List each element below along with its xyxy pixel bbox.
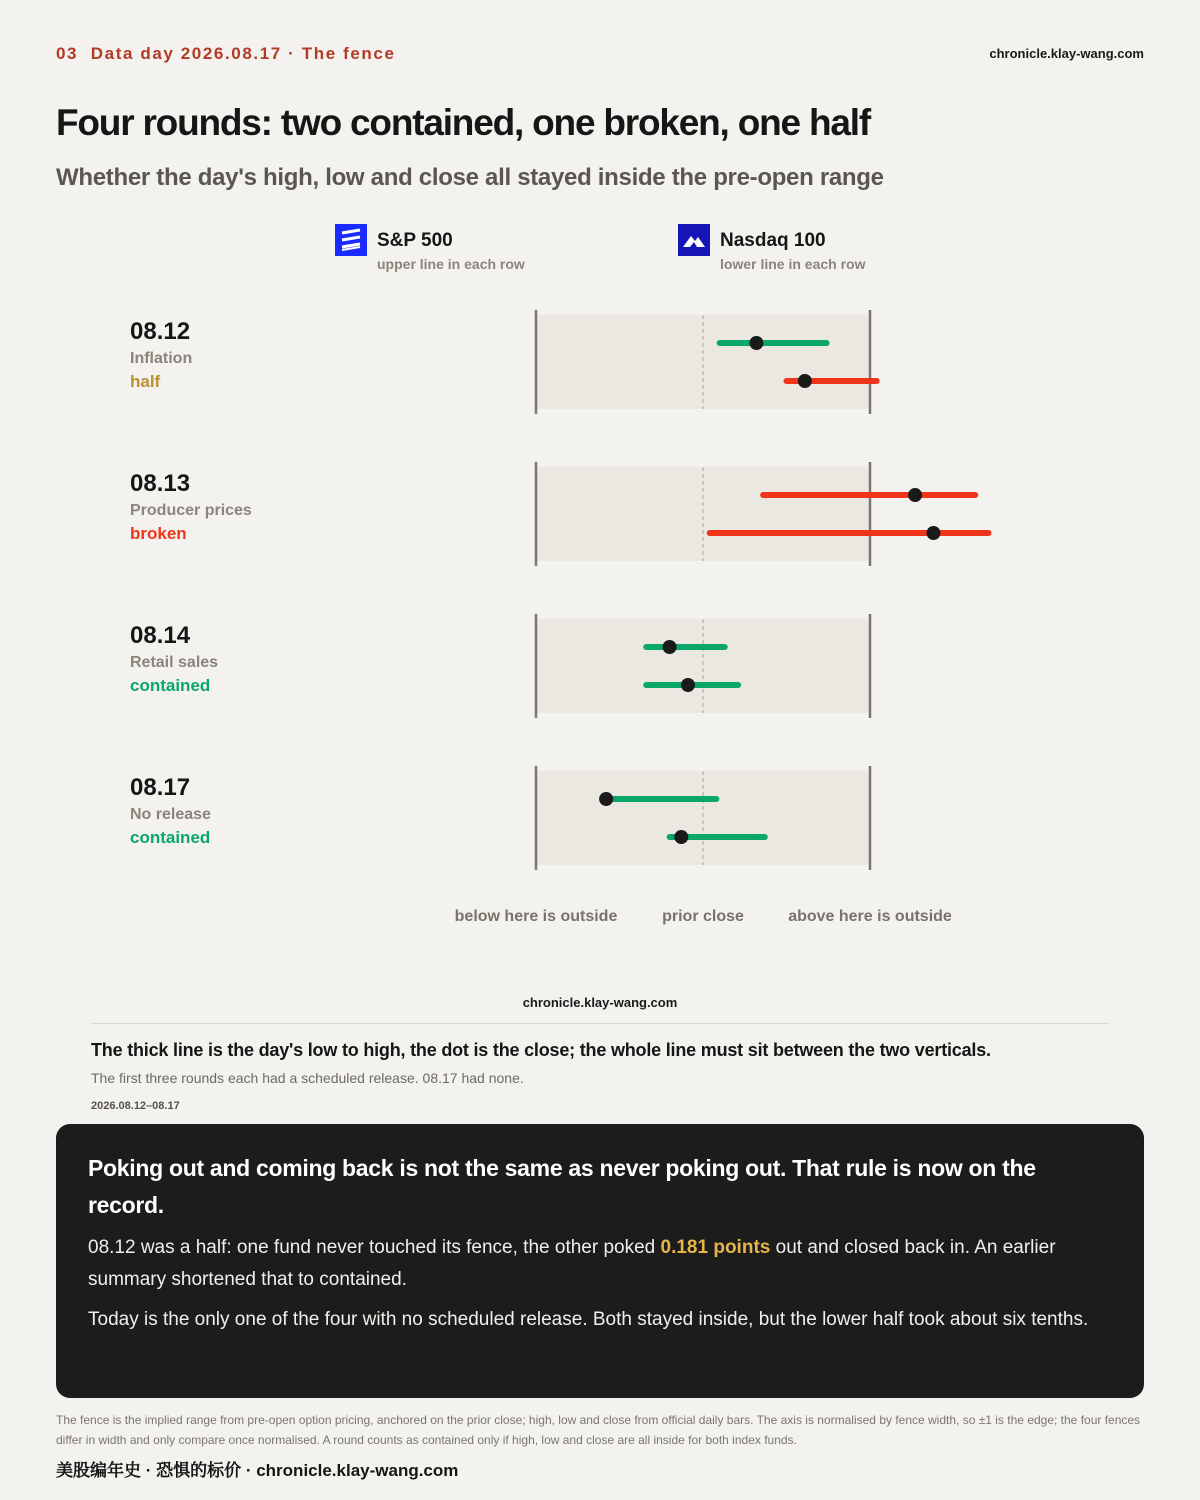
row-date: 08.12 [130, 318, 191, 345]
close-dot [599, 792, 613, 806]
site-link-mid[interactable]: chronicle.klay-wang.com [522, 995, 678, 1010]
row-event: Inflation [130, 350, 193, 367]
callout-text: out and closed back in. An earlier summary shortened that to contained. [88, 1237, 1056, 1290]
callout-paragraph-2: Today is the only one of the four with no scheduled release. Both stayed inside, but the lower half took about six tenths. [88, 1309, 1089, 1330]
close-dot [749, 336, 763, 350]
legend-sp500-sub: upper line in each row [377, 256, 525, 272]
close-dot [674, 830, 688, 844]
site-link-top[interactable]: chronicle.klay-wang.com [989, 46, 1144, 61]
callout-text: 08.12 was a half: one fund never touched its fence, the other poked [88, 1237, 661, 1258]
divider [91, 1023, 1109, 1024]
axis-label-right: above here is outside [788, 908, 952, 925]
footnote: The fence is the implied range from pre-open option pricing, anchored on the prior close; high, low and close from official daily bars. The axis is normalised by fence width, so ±1 is the edge; the four fences differ in width and only compare once normalised. A round counts as contained only if high, low and close are all inside for both index funds. [56, 1413, 1141, 1447]
close-dot [663, 640, 677, 654]
close-dot [681, 678, 695, 692]
row-status: half [130, 372, 161, 391]
close-dot [798, 374, 812, 388]
callout-heading: Poking out and coming back is not the same as never poking out. That rule is now on the record. [88, 1155, 1036, 1218]
chart-note: The thick line is the day's low to high, the dot is the close; the whole line must sit between the two verticals. [91, 1040, 991, 1060]
chart-note-sub: The first three rounds each had a scheduled release. 08.17 had none. [91, 1070, 524, 1086]
close-dot [908, 488, 922, 502]
row-status: broken [130, 524, 187, 543]
close-dot [926, 526, 940, 540]
kicker-text: Data day 2026.08.17 · The fence [90, 44, 396, 63]
legend-sp500-name: S&P 500 [377, 230, 453, 251]
legend-nasdaq-sub: lower line in each row [720, 256, 866, 272]
row-date: 08.17 [130, 774, 191, 801]
callout-box [56, 1124, 1144, 1398]
page-title: Four rounds: two contained, one broken, one half [56, 102, 870, 143]
page-subtitle: Whether the day's high, low and close all stayed inside the pre-open range [56, 164, 884, 191]
row-date: 08.13 [130, 470, 191, 497]
axis-label-left: below here is outside [454, 908, 618, 925]
row-event: No release [130, 806, 211, 823]
chart-date-range: 2026.08.12–08.17 [91, 1100, 180, 1112]
row-event: Retail sales [130, 654, 219, 671]
legend-nasdaq-name: Nasdaq 100 [720, 230, 826, 251]
callout-highlight: 0.181 points [660, 1237, 771, 1258]
callout-paragraph-1 [88, 1232, 1112, 1296]
footer: 美股编年史 · 恐惧的标价 · chronicle.klay-wang.com [56, 1461, 459, 1480]
kicker-number: 03 [56, 44, 79, 63]
row-event: Producer prices [130, 502, 252, 519]
row-status: contained [130, 828, 211, 847]
row-date: 08.14 [130, 622, 191, 649]
row-status: contained [130, 676, 211, 695]
axis-label-center: prior close [662, 908, 744, 925]
